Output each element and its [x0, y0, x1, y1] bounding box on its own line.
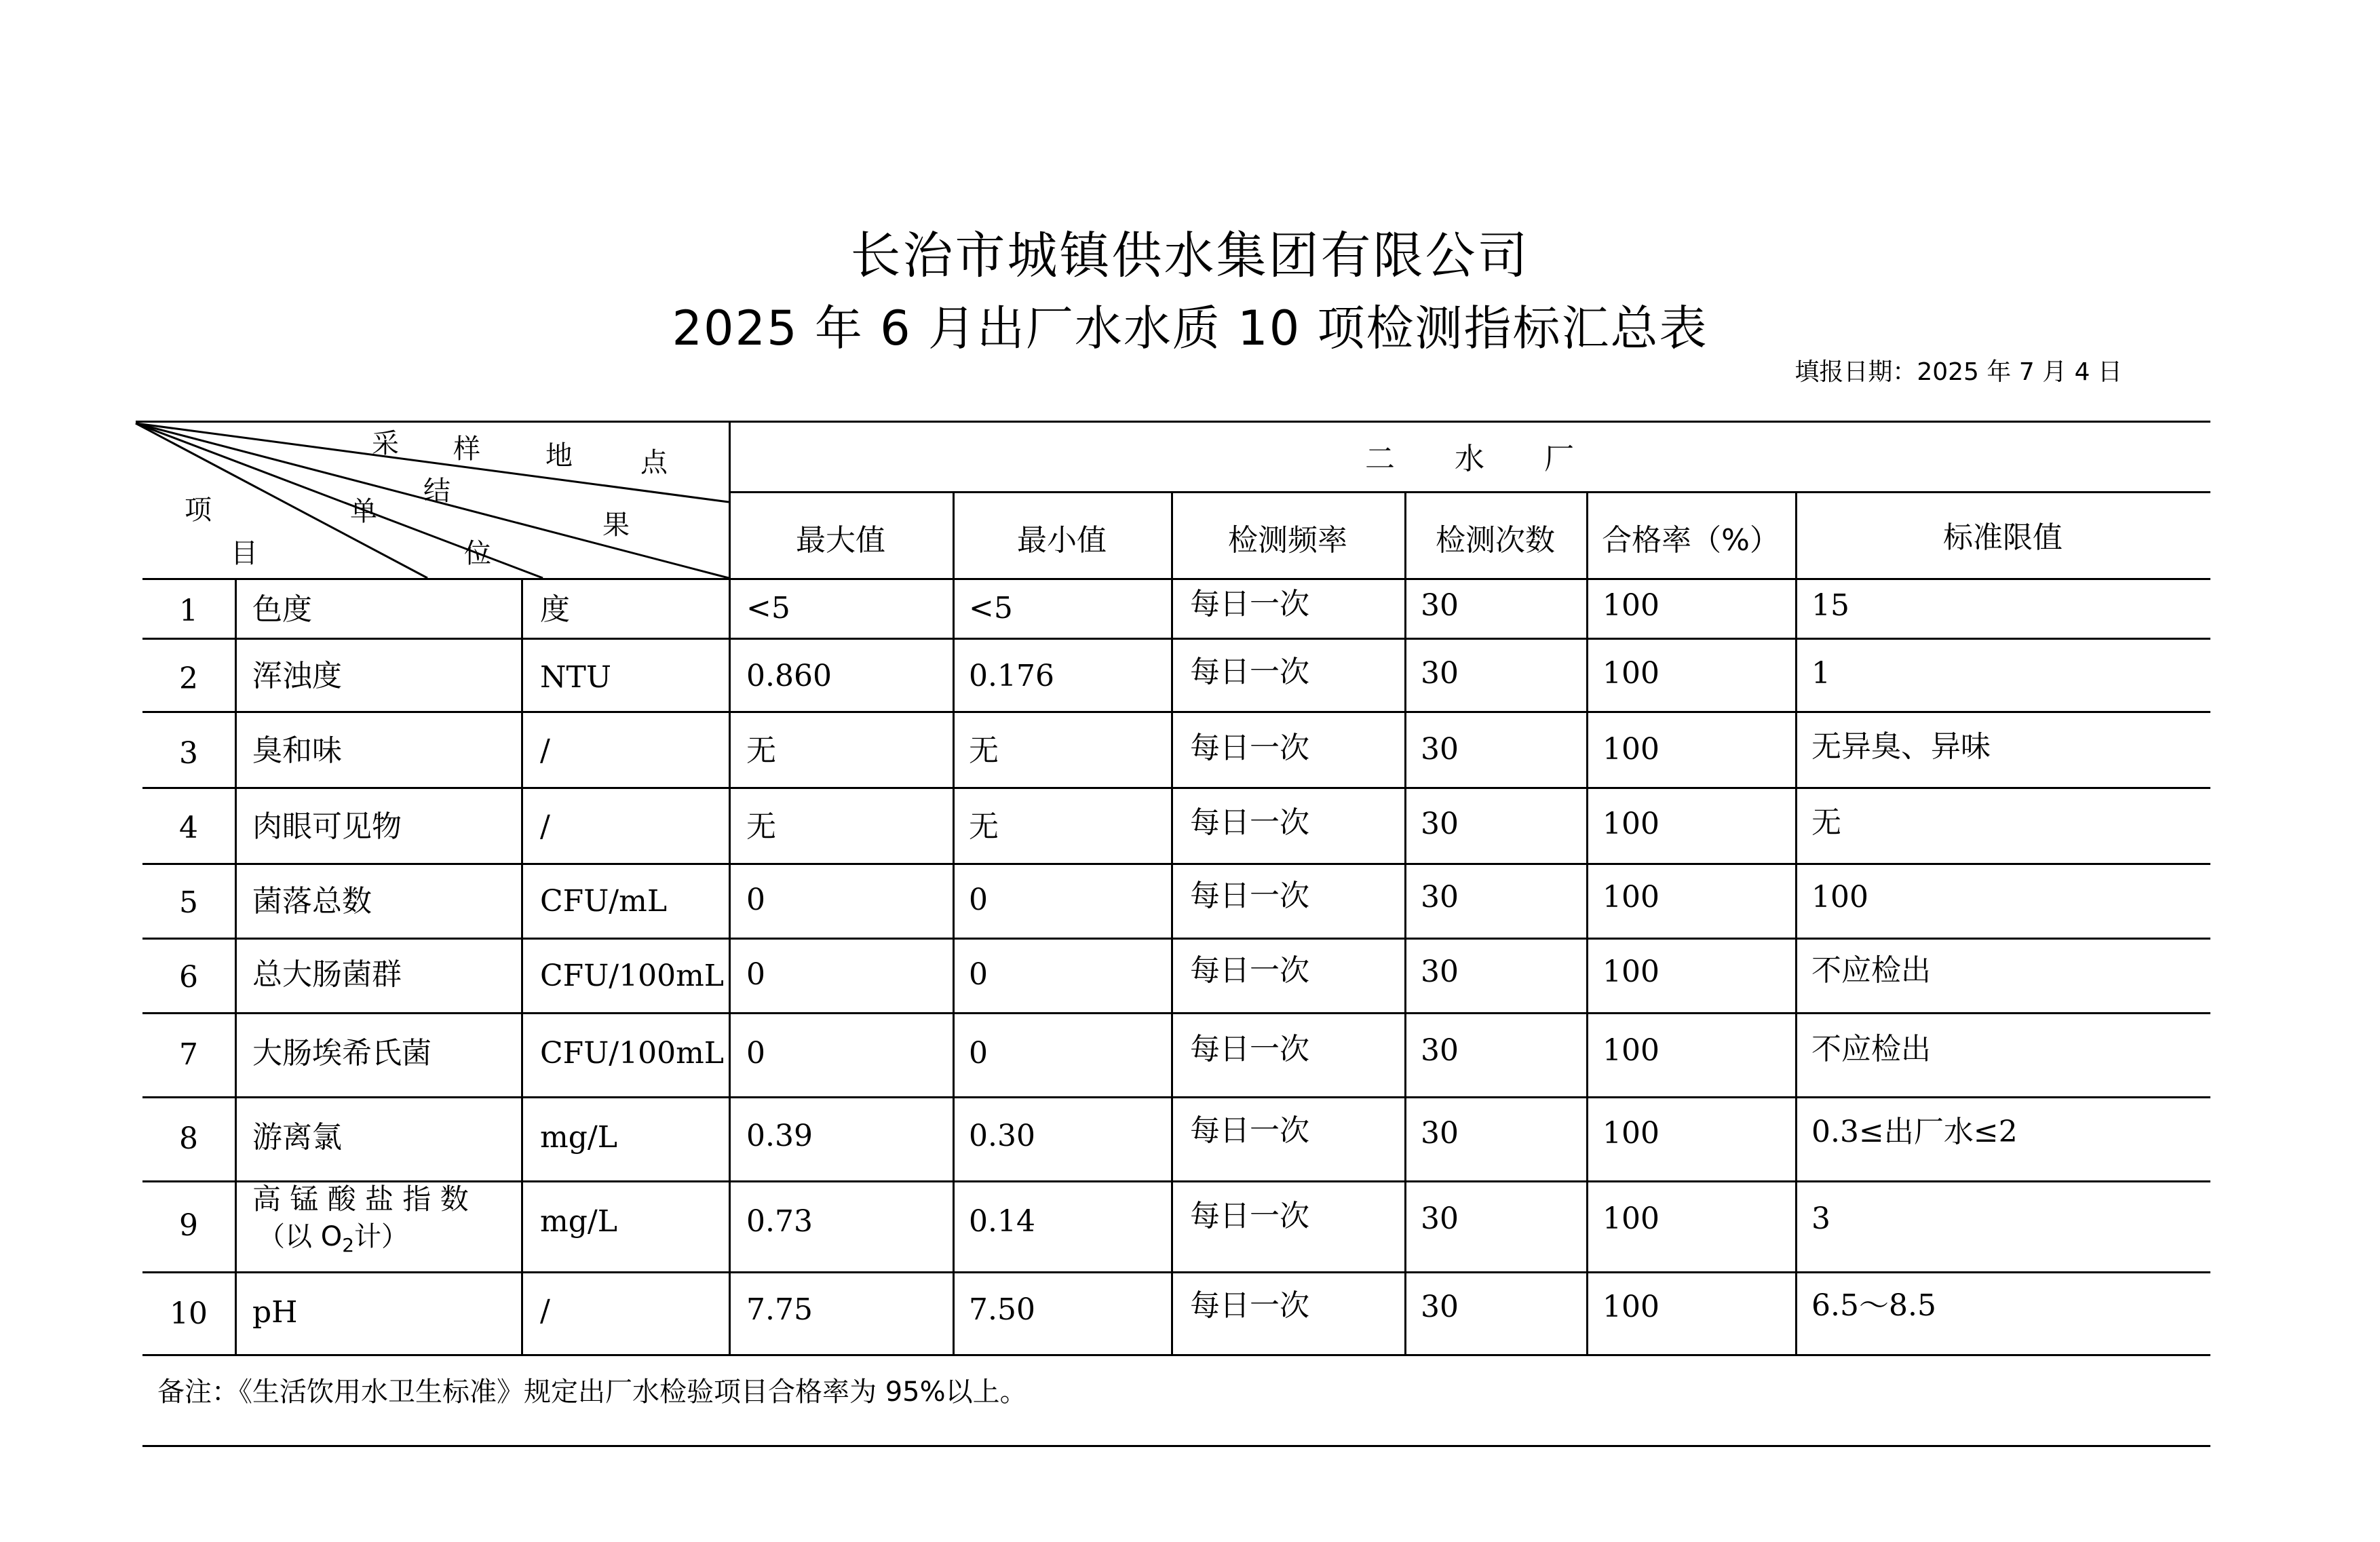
row-divider [142, 938, 2210, 940]
max-value: 无 [746, 809, 776, 844]
test-count: 30 [1421, 1201, 1459, 1236]
row-divider [142, 863, 2210, 865]
row-divider [142, 1271, 2210, 1273]
standard-limit: 1 [1811, 656, 1830, 691]
item-name: 色度 [252, 592, 312, 627]
row-divider [142, 711, 2210, 713]
col-border [235, 578, 237, 1354]
row-number: 7 [179, 1037, 198, 1072]
max-value: 0 [746, 957, 765, 992]
frequency: 每日一次 [1190, 1288, 1309, 1323]
frequency: 每日一次 [1190, 731, 1309, 765]
table-bottom-border [142, 1354, 2210, 1356]
item-name: pH [252, 1295, 298, 1330]
row-number: 2 [179, 661, 198, 696]
frequency: 每日一次 [1190, 879, 1309, 913]
pass-rate: 100 [1602, 880, 1659, 914]
corner-label-item-1: 项 [185, 495, 212, 526]
max-value: 7.75 [746, 1292, 813, 1327]
pass-rate: 100 [1602, 732, 1659, 767]
item-name-line2-post: 计） [354, 1221, 409, 1252]
col-header-frequency: 检测频率 [1228, 523, 1347, 558]
test-count: 30 [1421, 732, 1459, 767]
unit: NTU [540, 660, 611, 695]
max-value: 无 [746, 733, 776, 768]
frequency: 每日一次 [1190, 1113, 1309, 1148]
row-number: 3 [179, 736, 198, 771]
max-value: 0.73 [746, 1204, 813, 1239]
col-border [953, 491, 955, 1354]
standard-limit: 不应检出 [1811, 1032, 1931, 1066]
col-border [1795, 491, 1797, 1354]
standard-limit: 6.5～8.5 [1811, 1288, 1936, 1323]
corner-label-sampling-4: 点 [640, 447, 668, 478]
unit: / [540, 733, 550, 768]
row-divider [142, 1096, 2210, 1098]
row-number: 4 [179, 811, 198, 845]
fill-date: 填报日期：2025 年 7 月 4 日 [1794, 358, 2122, 386]
min-value: 0.14 [969, 1204, 1035, 1239]
remark-note: 备注：《生活饮用水卫生标准》规定出厂水检验项目合格率为 95%以上。 [157, 1376, 1027, 1408]
frequency: 每日一次 [1190, 1032, 1309, 1066]
max-value: 0 [746, 883, 765, 917]
frequency: 每日一次 [1190, 953, 1309, 988]
header-divider [729, 491, 2210, 493]
test-count: 30 [1421, 588, 1459, 623]
unit: / [540, 1294, 550, 1328]
item-name-line2-sub: 2 [342, 1234, 355, 1256]
pass-rate: 100 [1602, 1290, 1659, 1324]
row-divider [142, 638, 2210, 640]
pass-rate: 100 [1602, 807, 1659, 841]
min-value: 0.176 [969, 659, 1054, 693]
corner-label-result-1: 结 [423, 476, 450, 507]
pass-rate: 100 [1602, 955, 1659, 989]
row-number: 6 [179, 960, 198, 995]
min-value: <5 [969, 591, 1013, 625]
col-border [1171, 491, 1173, 1354]
test-count: 30 [1421, 1033, 1459, 1068]
col-border [1586, 491, 1588, 1354]
corner-label-result-2: 果 [602, 509, 630, 541]
item-name-line2 [258, 1221, 408, 1256]
unit: CFU/mL [540, 884, 668, 919]
item-name: 总大肠菌群 [252, 957, 402, 992]
standard-limit: 15 [1811, 588, 1849, 623]
corner-label-sampling-3: 地 [545, 440, 573, 471]
test-count: 30 [1421, 1116, 1459, 1151]
corner-label-unit-1: 单 [350, 496, 377, 527]
test-count: 30 [1421, 1290, 1459, 1324]
row-number: 5 [179, 885, 198, 920]
max-value: 0.39 [746, 1119, 813, 1153]
test-count: 30 [1421, 807, 1459, 841]
col-header-count: 检测次数 [1436, 523, 1555, 558]
row-divider [142, 1012, 2210, 1014]
col-header-limit: 标准限值 [1943, 520, 2062, 555]
standard-limit: 100 [1811, 880, 1868, 914]
row-number: 10 [170, 1296, 208, 1331]
plant-header: 二 水 厂 [1365, 442, 1574, 476]
note-bottom-border [142, 1445, 2210, 1447]
row-number: 9 [179, 1208, 198, 1243]
unit: mg/L [540, 1204, 617, 1239]
min-value: 0.30 [969, 1119, 1035, 1153]
col-border [521, 578, 523, 1354]
test-count: 30 [1421, 656, 1459, 691]
company-title: 长治市城镇供水集团有限公司 [850, 227, 1530, 285]
corner-label-sampling-1: 采 [372, 428, 399, 459]
item-name: 菌落总数 [252, 884, 372, 919]
frequency: 每日一次 [1190, 587, 1309, 621]
min-value: 0 [969, 883, 988, 917]
corner-label-sampling-2: 样 [453, 433, 480, 465]
item-name-line1: 高 锰 酸 盐 指 数 [252, 1182, 469, 1216]
item-name: 大肠埃希氏菌 [252, 1036, 431, 1071]
standard-limit: 不应检出 [1811, 953, 1931, 988]
standard-limit: 3 [1811, 1201, 1830, 1236]
frequency: 每日一次 [1190, 1199, 1309, 1233]
min-value: 无 [969, 809, 999, 844]
item-name-line2-pre: （以 O [258, 1221, 343, 1252]
min-value: 7.50 [969, 1292, 1035, 1327]
test-count: 30 [1421, 955, 1459, 989]
frequency: 每日一次 [1190, 655, 1309, 689]
row-number: 8 [179, 1121, 198, 1156]
min-value: 无 [969, 733, 999, 768]
report-title: 2025 年 6 月出厂水水质 10 项检测指标汇总表 [672, 301, 1708, 356]
row-divider [142, 787, 2210, 789]
max-value: 0 [746, 1036, 765, 1071]
unit: / [540, 809, 550, 844]
item-name: 游离氯 [252, 1120, 342, 1155]
unit: mg/L [540, 1120, 617, 1155]
unit: 度 [540, 592, 570, 627]
pass-rate: 100 [1602, 656, 1659, 691]
col-header-max: 最大值 [796, 523, 885, 558]
unit: CFU/100mL [540, 1036, 725, 1071]
item-name: 臭和味 [252, 733, 342, 768]
pass-rate: 100 [1602, 1201, 1659, 1236]
pass-rate: 100 [1602, 1116, 1659, 1151]
corner-label-unit-2: 位 [464, 538, 491, 569]
col-header-pass-rate: 合格率（%） [1602, 523, 1780, 558]
frequency: 每日一次 [1190, 805, 1309, 840]
col-header-min: 最小值 [1017, 523, 1107, 558]
standard-limit: 无 [1811, 805, 1841, 840]
col-border [1404, 491, 1406, 1354]
pass-rate: 100 [1602, 1033, 1659, 1068]
test-count: 30 [1421, 880, 1459, 914]
item-name: 浑浊度 [252, 659, 342, 693]
standard-limit: 0.3≤出厂水≤2 [1811, 1115, 2018, 1149]
min-value: 0 [969, 957, 988, 992]
pass-rate: 100 [1602, 588, 1659, 623]
min-value: 0 [969, 1036, 988, 1071]
corner-label-item-2: 目 [231, 538, 258, 569]
max-value: <5 [746, 591, 790, 625]
unit: CFU/100mL [540, 959, 725, 993]
row-number: 1 [179, 594, 198, 628]
item-name: 肉眼可见物 [252, 809, 402, 844]
standard-limit: 无异臭、异味 [1811, 729, 1991, 764]
max-value: 0.860 [746, 659, 832, 693]
